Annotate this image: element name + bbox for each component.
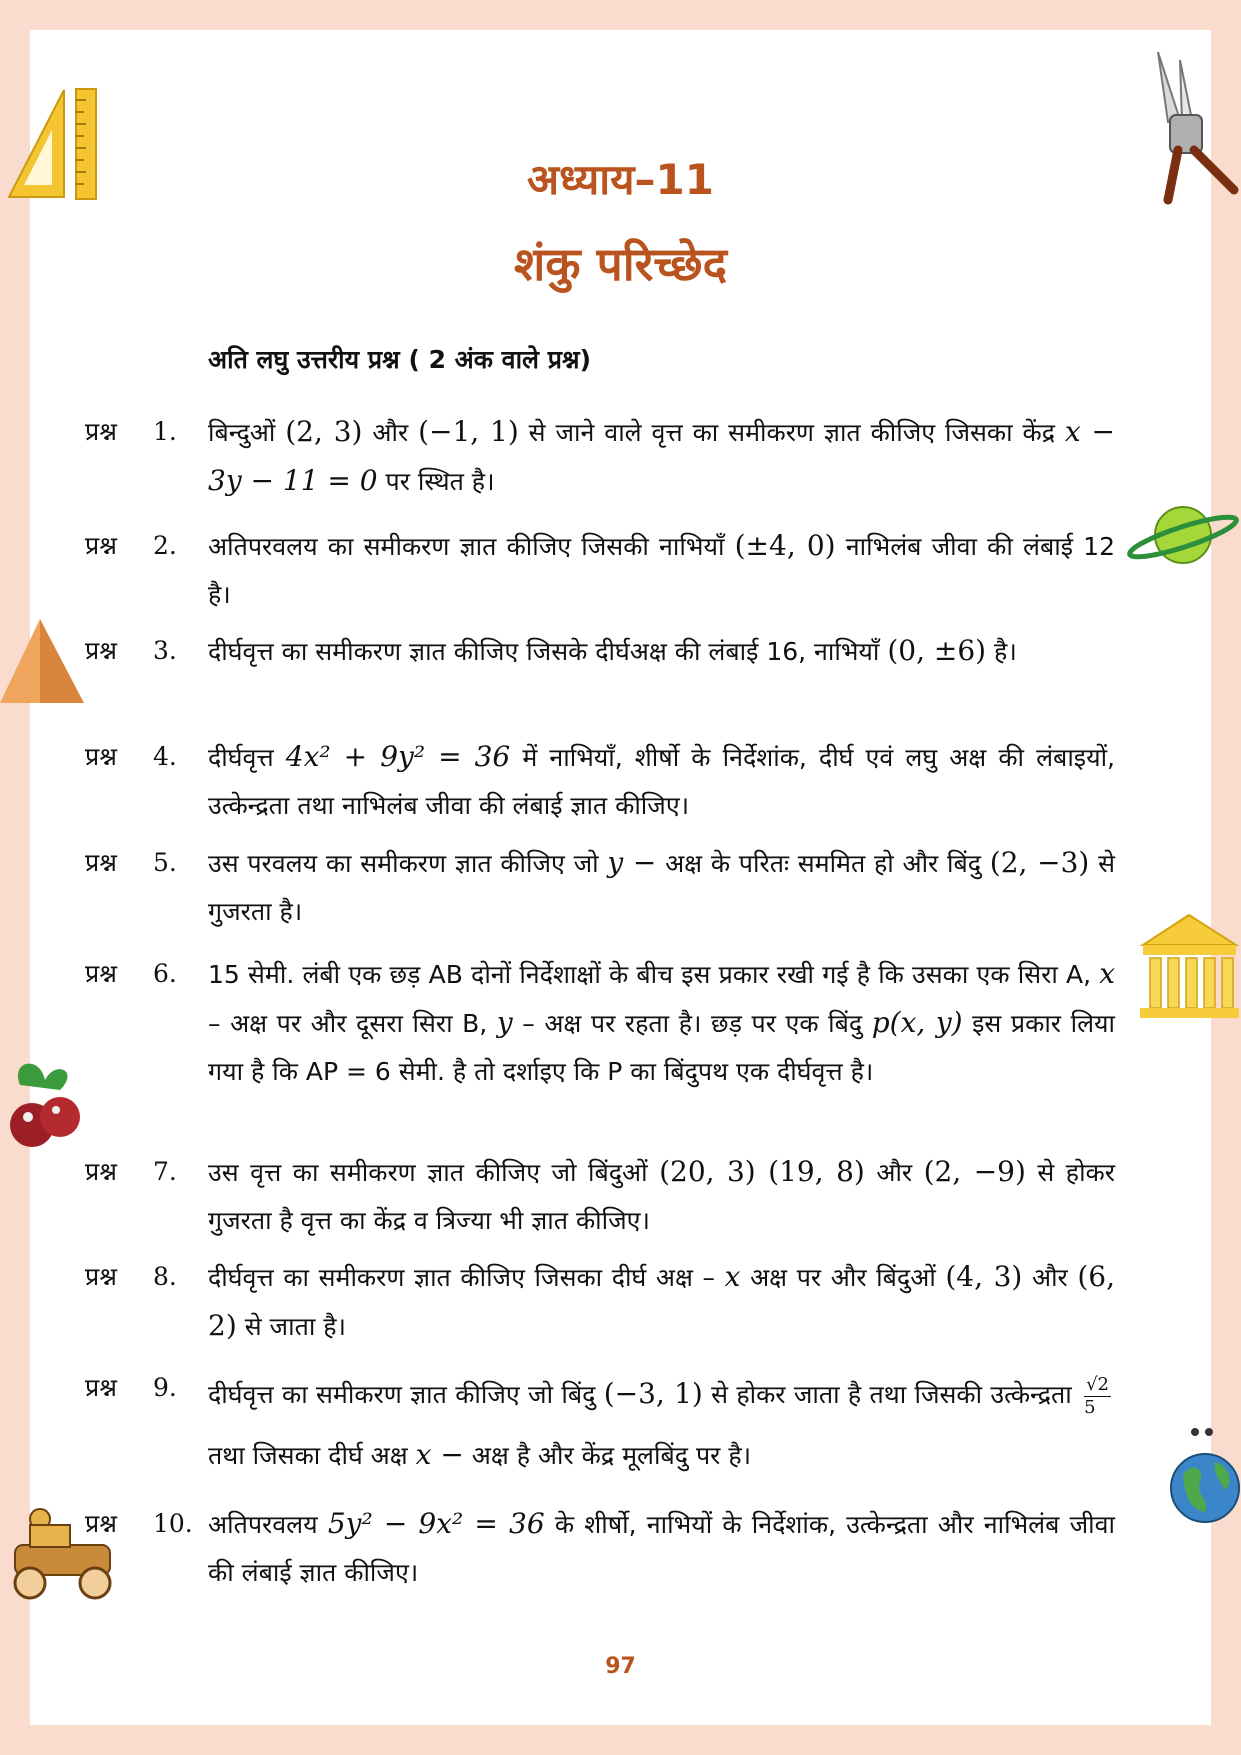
page-number: 97 — [605, 1654, 636, 1679]
question-label: प्रश्न — [85, 742, 117, 771]
earth-globe-icon — [1165, 1420, 1241, 1530]
question-number: 5. — [153, 848, 177, 877]
eccentricity-fraction: $\frac{√2}{5}$ — [1084, 1373, 1109, 1418]
chapter-heading: अध्याय–11 — [527, 155, 714, 204]
section-heading: अति लघु उत्तरीय प्रश्न ( 2 अंक वाले प्रश्न) — [208, 345, 592, 374]
question-number: 9. — [153, 1373, 177, 1402]
greek-temple-icon — [1138, 910, 1241, 1020]
question-text: अतिपरवलय का समीकरण ज्ञात कीजिए जिसकी नाभियाँ (±4, 0) नाभिलंब जीवा की लंबाई 12 है। — [208, 529, 1115, 609]
question-label: प्रश्न — [85, 1157, 117, 1186]
question-label: प्रश्न — [85, 531, 117, 560]
question-text: उस परवलय का समीकरण ज्ञात कीजिए जो y − अक्ष के परितः सममित हो और बिंदु (2, −3) से गुजरता है। — [208, 846, 1115, 926]
question-number: 10. — [153, 1509, 193, 1538]
chapter-title: शंकु परिच्छेद — [513, 237, 728, 291]
question-item — [85, 522, 1115, 619]
question-number: 3. — [153, 636, 177, 665]
question-text: बिन्दुओं (2, 3) और (−1, 1) से जाने वाले वृत्त का समीकरण ज्ञात कीजिए जिसका केंद्र x − 3y − 11 = 0 पर स्थित है। — [208, 415, 1116, 497]
question-item — [85, 733, 1115, 830]
question-number: 8. — [153, 1262, 177, 1291]
question-text: दीर्घवृत्त का समीकरण ज्ञात कीजिए जो बिंदु (−3, 1) से होकर जाता है तथा जिसकी उत्केन्द्रता $\frac{√2}{5}$ तथा जिसका दीर्घ अक्ष x − अक्ष है और केंद्र मूलबिंदु पर है। — [208, 1373, 1109, 1471]
question-label: प्रश्न — [85, 848, 117, 877]
question-text: दीर्घवृत्त 4x² + 9y² = 36 में नाभियाँ, शीर्षो के निर्देशांक, दीर्घ एवं लघु अक्ष की लंबाइयों, उत्केन्द्रता तथा नाभिलंब जीवा की लंबाई ज्ञात कीजिए। — [208, 740, 1115, 820]
question-label: प्रश्न — [85, 959, 117, 988]
question-text: दीर्घवृत्त का समीकरण ज्ञात कीजिए जिसके दीर्घअक्ष की लंबाई 16, नाभियाँ (0, ±6) है। — [208, 634, 1017, 667]
question-label: प्रश्न — [85, 1262, 117, 1291]
question-item — [85, 839, 1115, 936]
question-text: 15 सेमी. लंबी एक छड़ AB दोनों निर्देशाक्षों के बीच इस प्रकार रखी गई है कि उसका एक सिरा A, x – अक्ष पर और दूसरा सिरा B, y – अक्ष पर रहता है। छड़ पर एक बिंदु p(x, y) इस प्रकार लिया गया है कि AP = 6 सेमी. है तो दर्शाइए कि P का बिंदुपथ एक दीर्घवृत्त है। — [208, 957, 1115, 1086]
question-number: 1. — [153, 417, 177, 446]
question-number: 4. — [153, 742, 177, 771]
question-item — [85, 1500, 1115, 1597]
question-number: 7. — [153, 1157, 177, 1186]
question-text: उस वृत्त का समीकरण ज्ञात कीजिए जो बिंदुओं (20, 3) (19, 8) और (2, −9) से होकर गुजरता है वृत्त का केंद्र व त्रिज्या भी ज्ञात कीजिए। — [208, 1155, 1115, 1235]
radish-vegetable-icon — [0, 1055, 90, 1165]
question-text: दीर्घवृत्त का समीकरण ज्ञात कीजिए जिसका दीर्घ अक्ष – x अक्ष पर और बिंदुओं (4, 3) और (6, 2) से जाता है। — [208, 1260, 1115, 1342]
question-text: अतिपरवलय 5y² − 9x² = 36 के शीर्षो, नाभियों के निर्देशांक, उत्केन्द्रता और नाभिलंब जीवा की लंबाई ज्ञात कीजिए। — [208, 1507, 1115, 1587]
question-label: प्रश्न — [85, 636, 117, 665]
question-number: 2. — [153, 531, 177, 560]
question-number: 6. — [153, 959, 177, 988]
question-item — [85, 1364, 1115, 1486]
saturn-planet-icon — [1125, 495, 1241, 575]
question-item — [85, 950, 1115, 1096]
question-label: प्रश्न — [85, 1373, 117, 1402]
question-item — [85, 1253, 1115, 1351]
question-label: प्रश्न — [85, 417, 117, 446]
pyramid-icon — [0, 615, 88, 705]
question-item — [85, 1148, 1115, 1245]
question-item — [85, 408, 1115, 506]
question-item — [85, 627, 1115, 676]
question-label: प्रश्न — [85, 1509, 117, 1538]
